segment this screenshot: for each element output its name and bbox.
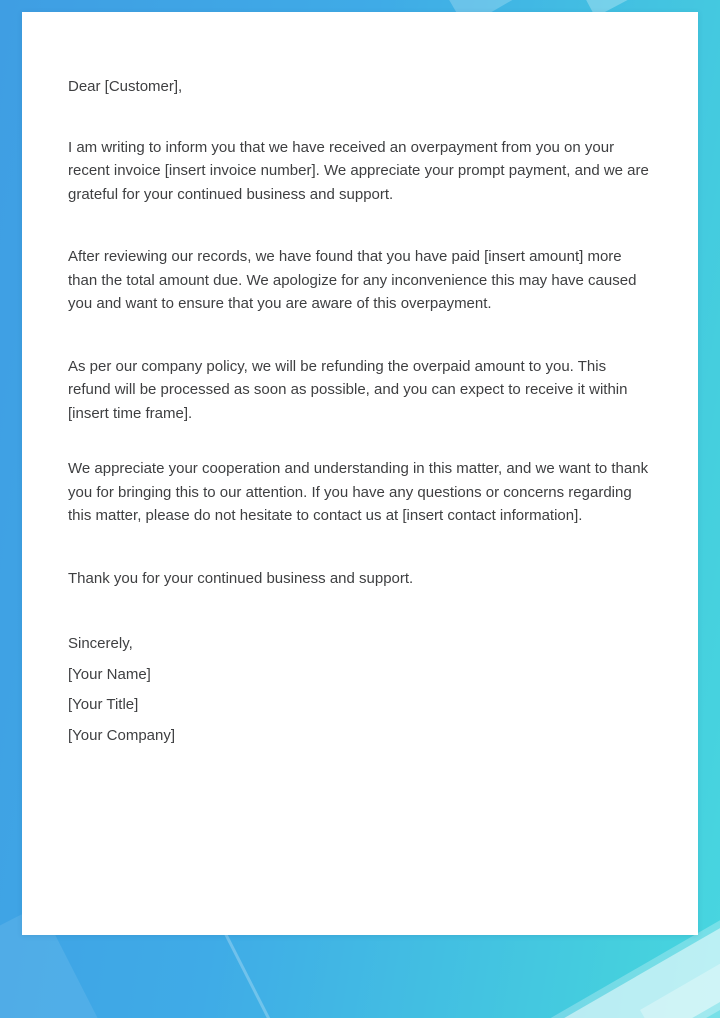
letter-paragraph-refund-policy: As per our company policy, we will be refunding the overpaid amount to you. This refund will be processed as soon as possible, and you can expect to receive it within [insert time frame]. (68, 357, 628, 422)
signature-name: [Your Name] (68, 665, 151, 683)
letter-thanks-line: Thank you for your continued business and support. (68, 569, 414, 587)
signature-title: [Your Title] (68, 696, 139, 713)
salutation: Dear [Customer], (68, 78, 183, 95)
letter-paragraph-records-review: After reviewing our records, we have found that you have paid [insert amount] more than the total amount due. We apologize for any inconvenience this may have caused you and want to ensure that you are aware of this overpayment. (68, 248, 637, 312)
closing: Sincerely, (68, 635, 133, 652)
letter-paragraph-cooperation: We appreciate your cooperation and understanding in this matter, and we want to thank you for bringing this to our attention. If you have any questions or concerns regarding this matter, please do not hesitate to contact us at [insert contact information]. (68, 460, 649, 524)
letter-paper (22, 12, 698, 935)
signature-company: [Your Company] (68, 726, 176, 744)
letter-paragraph-overpayment-notice: I am writing to inform you that we have received an overpayment from you on your recent invoice [insert invoice number]. We appreciate your prompt payment, and we are grateful for your continued business and support. (68, 138, 649, 203)
